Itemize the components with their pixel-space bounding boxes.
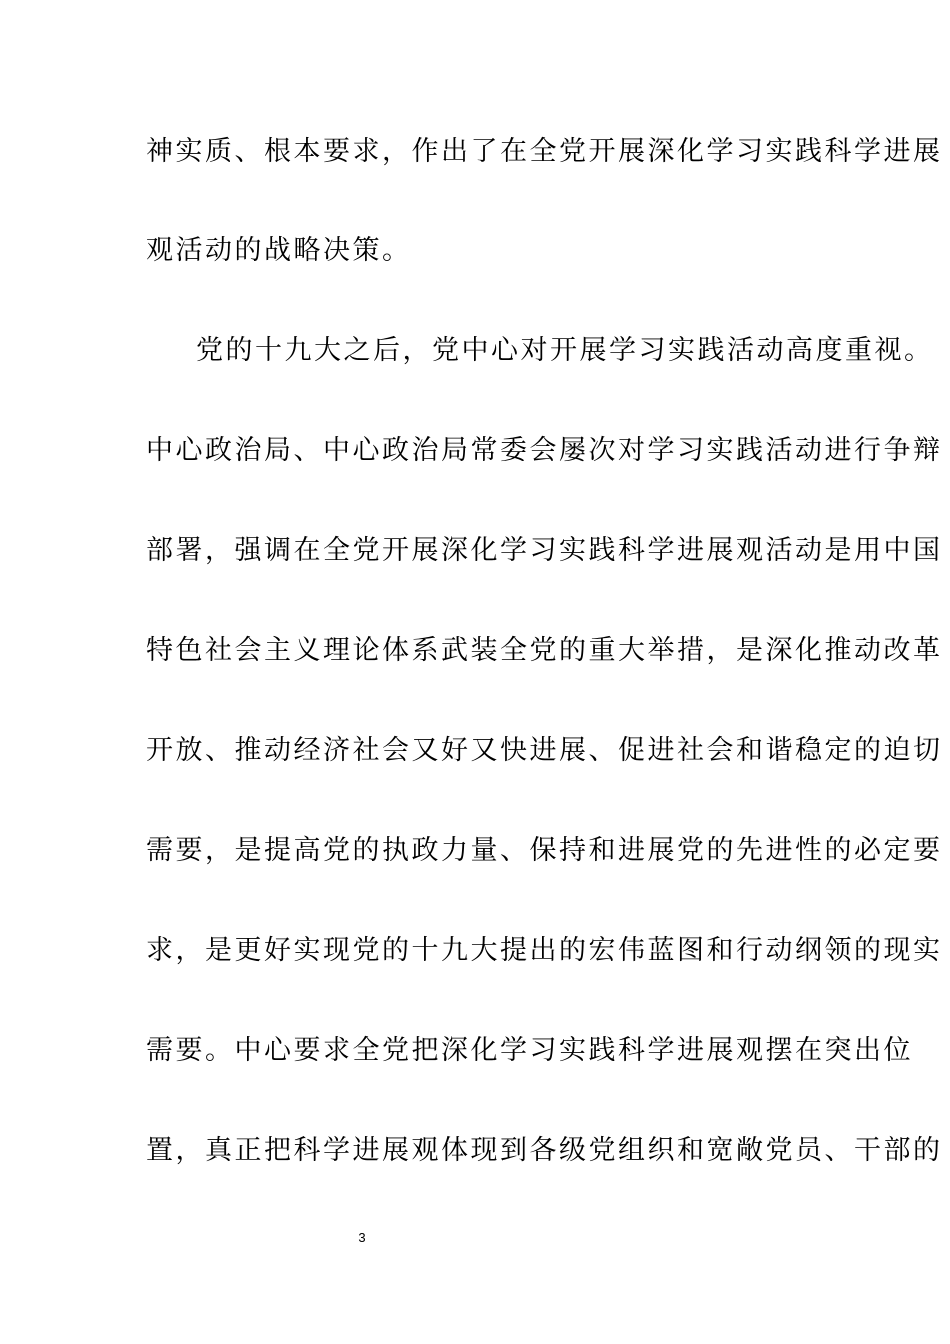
paragraph-first-line: 党的十九大之后，党中心对开展学习实践活动高度重视。 [196,335,934,366]
text-line: 需要，是提高党的执政力量、保持和进展党的先进性的必定要 [146,835,943,866]
page-number: 3 [358,1230,366,1245]
text-line: 特色社会主义理论体系武装全党的重大举措，是深化推动改革 [146,635,943,666]
text-line: 需要。中心要求全党把深化学习实践科学进展观摆在突出位 [146,1035,913,1066]
text-line: 部署，强调在全党开展深化学习实践科学进展观活动是用中国 [146,535,943,566]
text-line: 中心政治局、中心政治局常委会屡次对学习实践活动进行争辩 [146,435,943,466]
text-line: 观活动的战略决策。 [146,235,412,266]
text-line: 求，是更好实现党的十九大提出的宏伟蓝图和行动纲领的现实 [146,935,943,966]
text-line: 置，真正把科学进展观体现到各级党组织和宽敞党员、干部的 [146,1135,943,1166]
text-line: 开放、推动经济社会又好又快进展、促进社会和谐稳定的迫切 [146,735,943,766]
text-line: 神实质、根本要求，作出了在全党开展深化学习实践科学进展 [146,136,943,167]
